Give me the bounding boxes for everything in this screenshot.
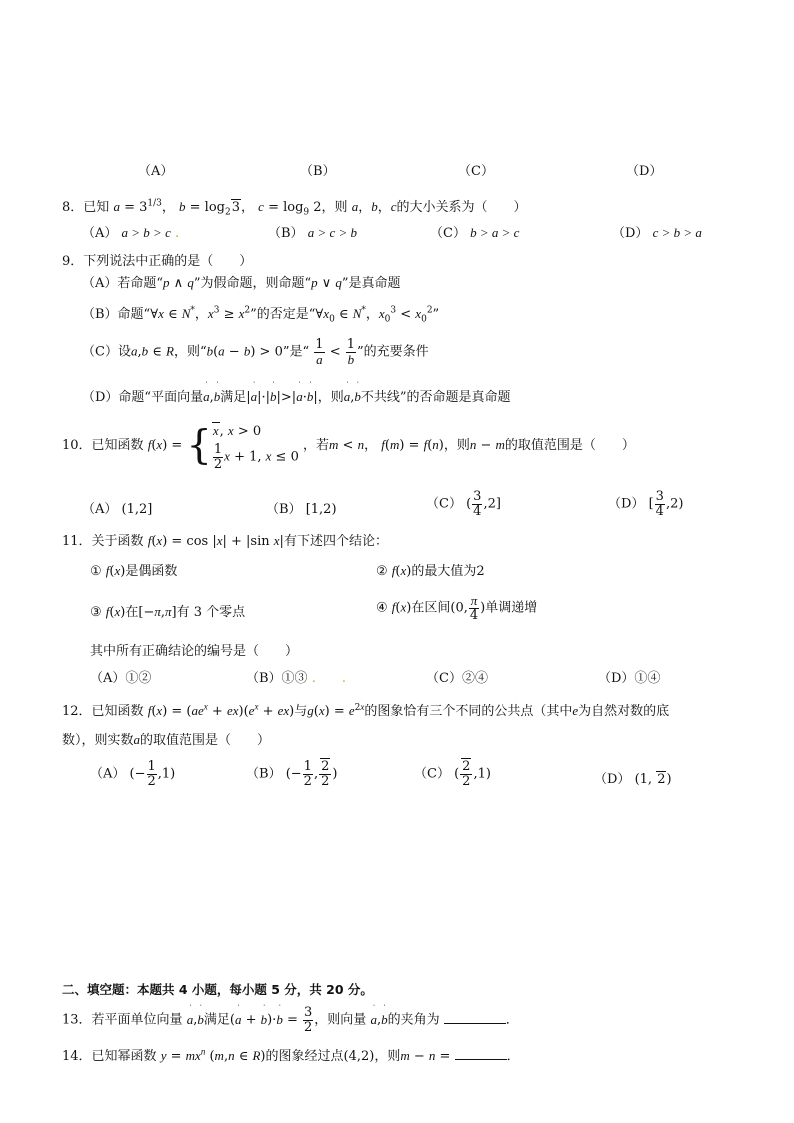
q11-conclusion-1: ① f(x)是偶函数 <box>90 563 178 579</box>
answer-blank-13[interactable] <box>444 1011 506 1024</box>
q9-option-b[interactable]: （B）命题“∀x ∈ N*，$x^3 \ge x^2$”的否定是“$\forall x_0$ ∈ N*，$x_0^3 < x_0^2$” <box>82 305 440 325</box>
question-12-stem: 12．已知函数 $f(x) = (ae^x + ex)(e^x + ex)$与$g(x) = e^{2x}$的图象恰有三个不同的公共点（其中e为自然对数的底 <box>62 701 670 719</box>
q12-option-d[interactable]: （D） (1, 2) <box>594 772 672 787</box>
q8-option-d[interactable]: （D） c > b > a <box>612 225 702 241</box>
choice-label-a: （A） <box>138 164 174 179</box>
q11-option-d[interactable]: （D）①④ <box>598 671 661 686</box>
q11-prompt: 其中所有正确结论的编号是（ ） <box>90 644 299 659</box>
q10-option-a[interactable]: （A） (1,2] <box>82 502 153 517</box>
q8-option-c[interactable]: （C） b > a > c <box>430 225 520 241</box>
q10-option-d[interactable]: （D） [ $\frac{3}{4}$ ,2) <box>608 489 684 519</box>
q11-option-b[interactable]: （B）①③ . . <box>246 671 346 686</box>
question-11-stem: 11．关于函数 f(x) = cos |x| + |sin x|有下述四个结论： <box>62 533 388 549</box>
section-heading: 二、填空题：本题共 4 小题，每小题 5 分，共 20 分。 <box>62 982 373 997</box>
q12-option-b[interactable]: （B） (− $\frac{1}{2}$ , $\frac{2}{2}$ ) <box>246 759 338 789</box>
choice-label-c: （C） <box>458 164 494 179</box>
question-9-stem: 9．下列说法中正确的是（ ） <box>62 254 253 269</box>
q11-conclusion-2: ② f(x)的最大值为2 <box>376 563 485 579</box>
q8-option-b[interactable]: （B） a > c > b <box>268 225 358 241</box>
q11-option-c[interactable]: （C）②④ <box>426 671 488 686</box>
q11-conclusion-3: ③ f(x)在[−π,π]有 3 个零点 <box>90 604 246 620</box>
q10-option-b[interactable]: （B） [1,2) <box>266 502 337 517</box>
answer-blank-14[interactable] <box>455 1047 507 1060</box>
q11-option-a[interactable]: （A）①② <box>90 671 152 686</box>
q9-option-c[interactable]: （C）设a,b ∈ R，则“b(a − b) > 0”是“ $\frac{1}{a}$ < $\frac{1}{b}$ ”的充要条件 <box>82 337 429 367</box>
question-8-stem: 8．已知 $a = 3^{1/3}$， $b = \log_23$， $c = \log_9 2$，则 a，b，c的大小关系为（ ） <box>62 198 527 218</box>
question-10-stem: 10．已知函数 f(x) = { x, x > 0 $\frac{1}{2}$ x + 1, x ≤ 0 ，若m < n， f(m) = f(n)，则n − m的取值范围是（ ） <box>62 422 635 472</box>
choice-label-d: （D） <box>626 164 663 179</box>
q9-option-d[interactable]: （D）命题“平面向量ˈ a,ˈ b满足|ˈ a|·|ˈ b|>|ˈ a·ˈ b|，则ˈ a,ˈ b不共线”的否命题是真命题 <box>82 386 511 405</box>
q12-option-c[interactable]: （C） ( $\frac{2}{2}$ ,1) <box>414 759 491 789</box>
q10-option-c[interactable]: （C） ( $\frac{3}{4}$ ,2] <box>426 489 501 519</box>
q11-conclusion-4: ④ f(x)在区间(0, $\frac{\pi}{4}$ )单调递增 <box>376 593 538 623</box>
q9-option-a[interactable]: （A）若命题“p ∧ q”为假命题，则命题“p ∨ q”是真命题 <box>82 275 401 291</box>
q8-option-a[interactable]: （A） a > b > c . <box>82 225 180 241</box>
question-14-stem: 14．已知幂函数 $y = mx^n$ (m,n ∈ R)的图象经过点(4,2)，则m − n = ． <box>62 1046 520 1064</box>
question-13-stem: 13．若平面单位向量 ˈ a,ˈ b满足(ˈ a + ˈ b)·ˈ b = $\frac{3}{2}$ ，则向量 ˈ a,ˈ b的夹角为 ． <box>62 1006 519 1034</box>
question-12-stem-line2: 数），则实数a的取值范围是（ ） <box>62 732 271 748</box>
choice-label-b: （B） <box>300 164 336 179</box>
q12-option-a[interactable]: （A） (− $\frac{1}{2}$ ,1) <box>90 759 176 789</box>
